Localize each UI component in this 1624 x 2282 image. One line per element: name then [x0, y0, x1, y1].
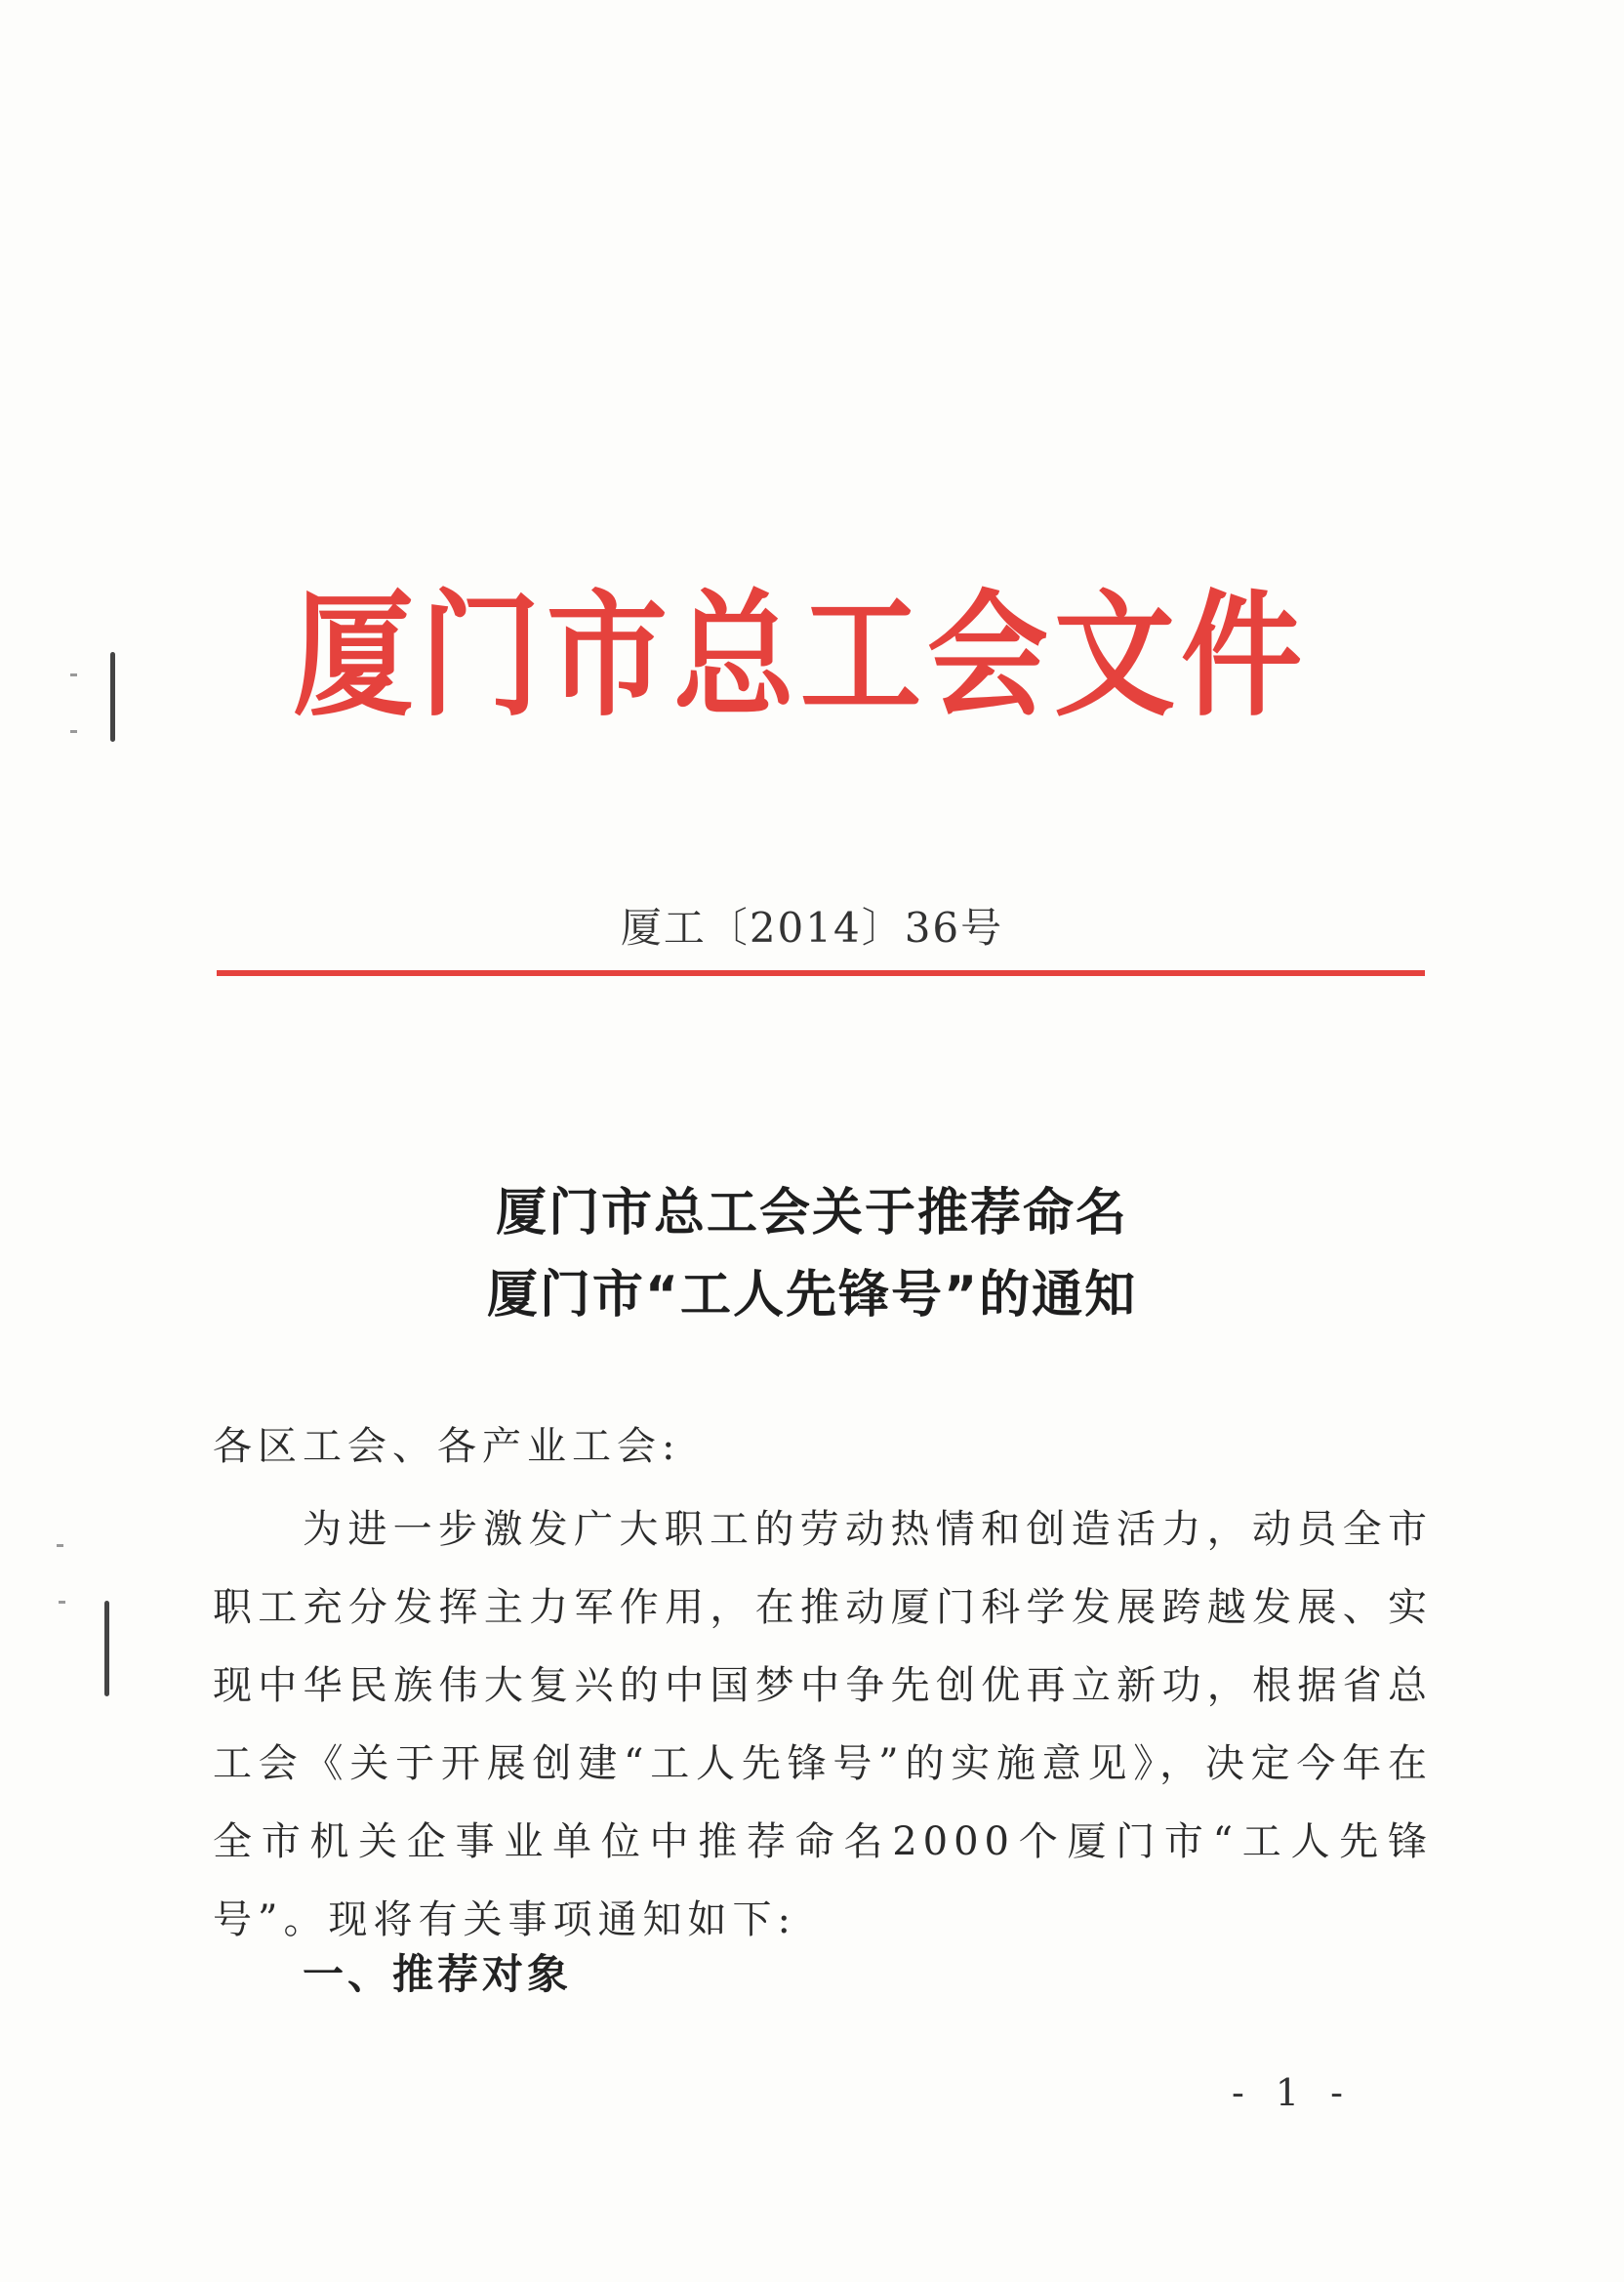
section-heading: 一、推荐对象	[303, 1950, 573, 1998]
scan-speck	[70, 730, 77, 733]
notice-title-line-2: 厦门市“工人先锋号”的通知	[486, 1266, 1138, 1324]
red-divider-line	[217, 970, 1425, 976]
notice-title-line-1: 厦门市总工会关于推荐命名	[495, 1184, 1128, 1243]
scan-speck	[57, 1544, 63, 1547]
scan-speck	[59, 1601, 65, 1604]
page-number: - 1 -	[1232, 2071, 1354, 2114]
binding-mark-lower	[104, 1601, 109, 1696]
scan-speck	[70, 673, 77, 676]
addressee: 各区工会、各产业工会:	[213, 1424, 681, 1469]
letterhead-title: 厦门市总工会文件	[293, 578, 1309, 736]
binding-mark-upper	[110, 652, 115, 742]
body-paragraph: 为进一步激发广大职工的劳动热情和创造活力，动员全市职工充分发挥主力军作用，在推动厦门科学发展跨越发展、实现中华民族伟大复兴的中国梦中争先创优再立新功，根据省总工会《关于开展创建“工人先锋号”的实施意见》，决定今年在全市机关企事业单位中推荐命名2000个厦门市“工人先锋号”。现将有关事项通知如下:	[213, 1507, 1433, 1942]
document-number: 厦工〔2014〕36号	[620, 904, 1004, 952]
